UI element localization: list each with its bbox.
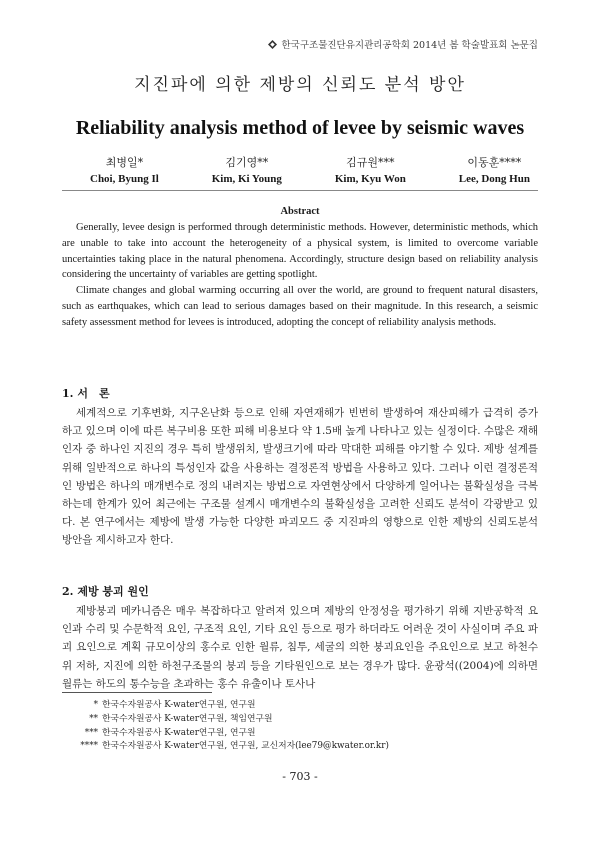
section-heading-levee-failure: 2. 제방 붕괴 원인: [62, 585, 149, 598]
title-korean: 지진파에 의한 제방의 신뢰도 분석 방안: [134, 75, 466, 95]
footnote: [62, 699, 389, 713]
abstract-heading: Abstract: [280, 206, 320, 217]
footnote: [62, 740, 389, 754]
section-body-levee-failure: [62, 602, 538, 693]
author-name-en: Kim, Kyu Won: [334, 173, 406, 185]
footnote-divider: [62, 692, 212, 693]
footnote-mark: ***: [84, 727, 98, 738]
author-name-ko: 김규원***: [346, 156, 395, 169]
page-number: - 703 -: [282, 770, 318, 783]
footnote-text: 한국수자원공사 K-water연구원, 연구원: [102, 727, 256, 738]
abstract-paragraph: Climate changes and global warming occurring all over the world, are ground to frequent natural disasters, such as earthquakes, which can lead to serious damages based on their magnitude. In this research, a seismic safety assessment method for levees is introduced, adopting the concept of reliability analysis methods.: [62, 285, 538, 328]
author-name-ko: 최병일*: [105, 156, 144, 169]
author-name-en: Lee, Dong Hun: [458, 173, 530, 185]
footnote-mark: ****: [80, 741, 98, 752]
body-paragraph: 세계적으로 기후변화, 지구온난화 등으로 인해 자연재해가 빈번히 발생하여 재산피해가 급격히 증가하고 있으며 이에 따른 복구비용 또한 피해 비용보다 약 1.5배 높게 나타나고 있는 실정이다. 수많은 재해인자 중 하나인 지진의 경우 특히 발생위치, 발생크기에 따라 막대한 피해를 야기할 수 있다. 제방 설계를 위해 일반적으로 하나의 특성인자 값을 사용하는 결정론적 방법을 사용하고 있다. 그러나 이런 결정론적인 방법은 하나의 매개변수로 정의 내려지는 방법으로 자연현상에서 다양하게 일어나는 불확실성을 극복하는데 한계가 있어 최근에는 구조물 설계시 매개변수의 불확실성을 고려한 신뢰도 분석이 각광받고 있다. 본 연구에서는 제방에 발생 가능한 다양한 파괴모드 중 지진파의 영향으로 인한 제방의 신뢰도분석 방안을 제시하고자 한다.: [62, 407, 538, 547]
abstract-paragraph: Generally, levee design is performed through deterministic methods. However, deterministic methods, which are unable to take into account the heterogeneity of a physical system, is limited to overcome variable uncertainties taking place in the natural phenomena. Accordingly, structure design based on reliability analysis considering the uncertainty of variables are getting spotlight.: [62, 222, 538, 281]
author: [459, 154, 530, 188]
author-name-en: Choi, Byung Il: [90, 173, 159, 185]
author: [212, 154, 282, 188]
footnote-mark: **: [89, 713, 98, 724]
header-text: 한국구조물진단유지관리공학회 2014년 봄 학술발표회 논문집: [281, 40, 538, 51]
abstract-body: [62, 220, 538, 331]
body-paragraph: 제방붕괴 메카니즘은 매우 복잡하다고 알려져 있으며 제방의 안정성을 평가하기 위해 지반공학적 요인과 수리 및 수문학적 요인, 구조적 요인, 기타 요인 등으로 평가 하더라도 어려운 것이 사실이며 주요 파괴 요인으로 계획 규모이상의 홍수로 인한 월류, 침투, 세굴의 의한 붕괴요인을 주요인으로 보고 하천수위 저하, 지진에 의한 하천구조물의 붕괴 등을 기타원인으로 보는 경우가 많다. 윤광석((2004)에 의하면 월류는 하도의 통수능을 초과하는 홍수 유출이나 토사나: [62, 605, 538, 690]
diamond-icon: [268, 40, 277, 49]
author-name-ko: 김기영**: [225, 156, 269, 169]
section-body-introduction: [62, 404, 538, 550]
footnote: [62, 727, 389, 741]
footnotes: [62, 699, 389, 754]
author-name-en: Kim, Ki Young: [211, 173, 282, 185]
author: [335, 154, 406, 188]
author-name-ko: 이동훈****: [467, 156, 522, 169]
footnote: [62, 713, 389, 727]
running-header: [268, 37, 538, 51]
footnote-text: 한국수자원공사 K-water연구원, 연구원: [102, 700, 256, 710]
footnote-text: 한국수자원공사 K-water연구원, 연구원, 교신저자(lee79@kwater.or.kr): [102, 741, 389, 752]
divider: [62, 190, 538, 191]
author-list: [90, 154, 530, 188]
footnote-mark: *: [93, 700, 98, 710]
author: [90, 154, 159, 188]
title-english: Reliability analysis method of levee by seismic waves: [75, 117, 525, 139]
section-heading-introduction: 1. 서 론: [62, 387, 110, 400]
footnote-text: 한국수자원공사 K-water연구원, 책임연구원: [102, 713, 273, 724]
